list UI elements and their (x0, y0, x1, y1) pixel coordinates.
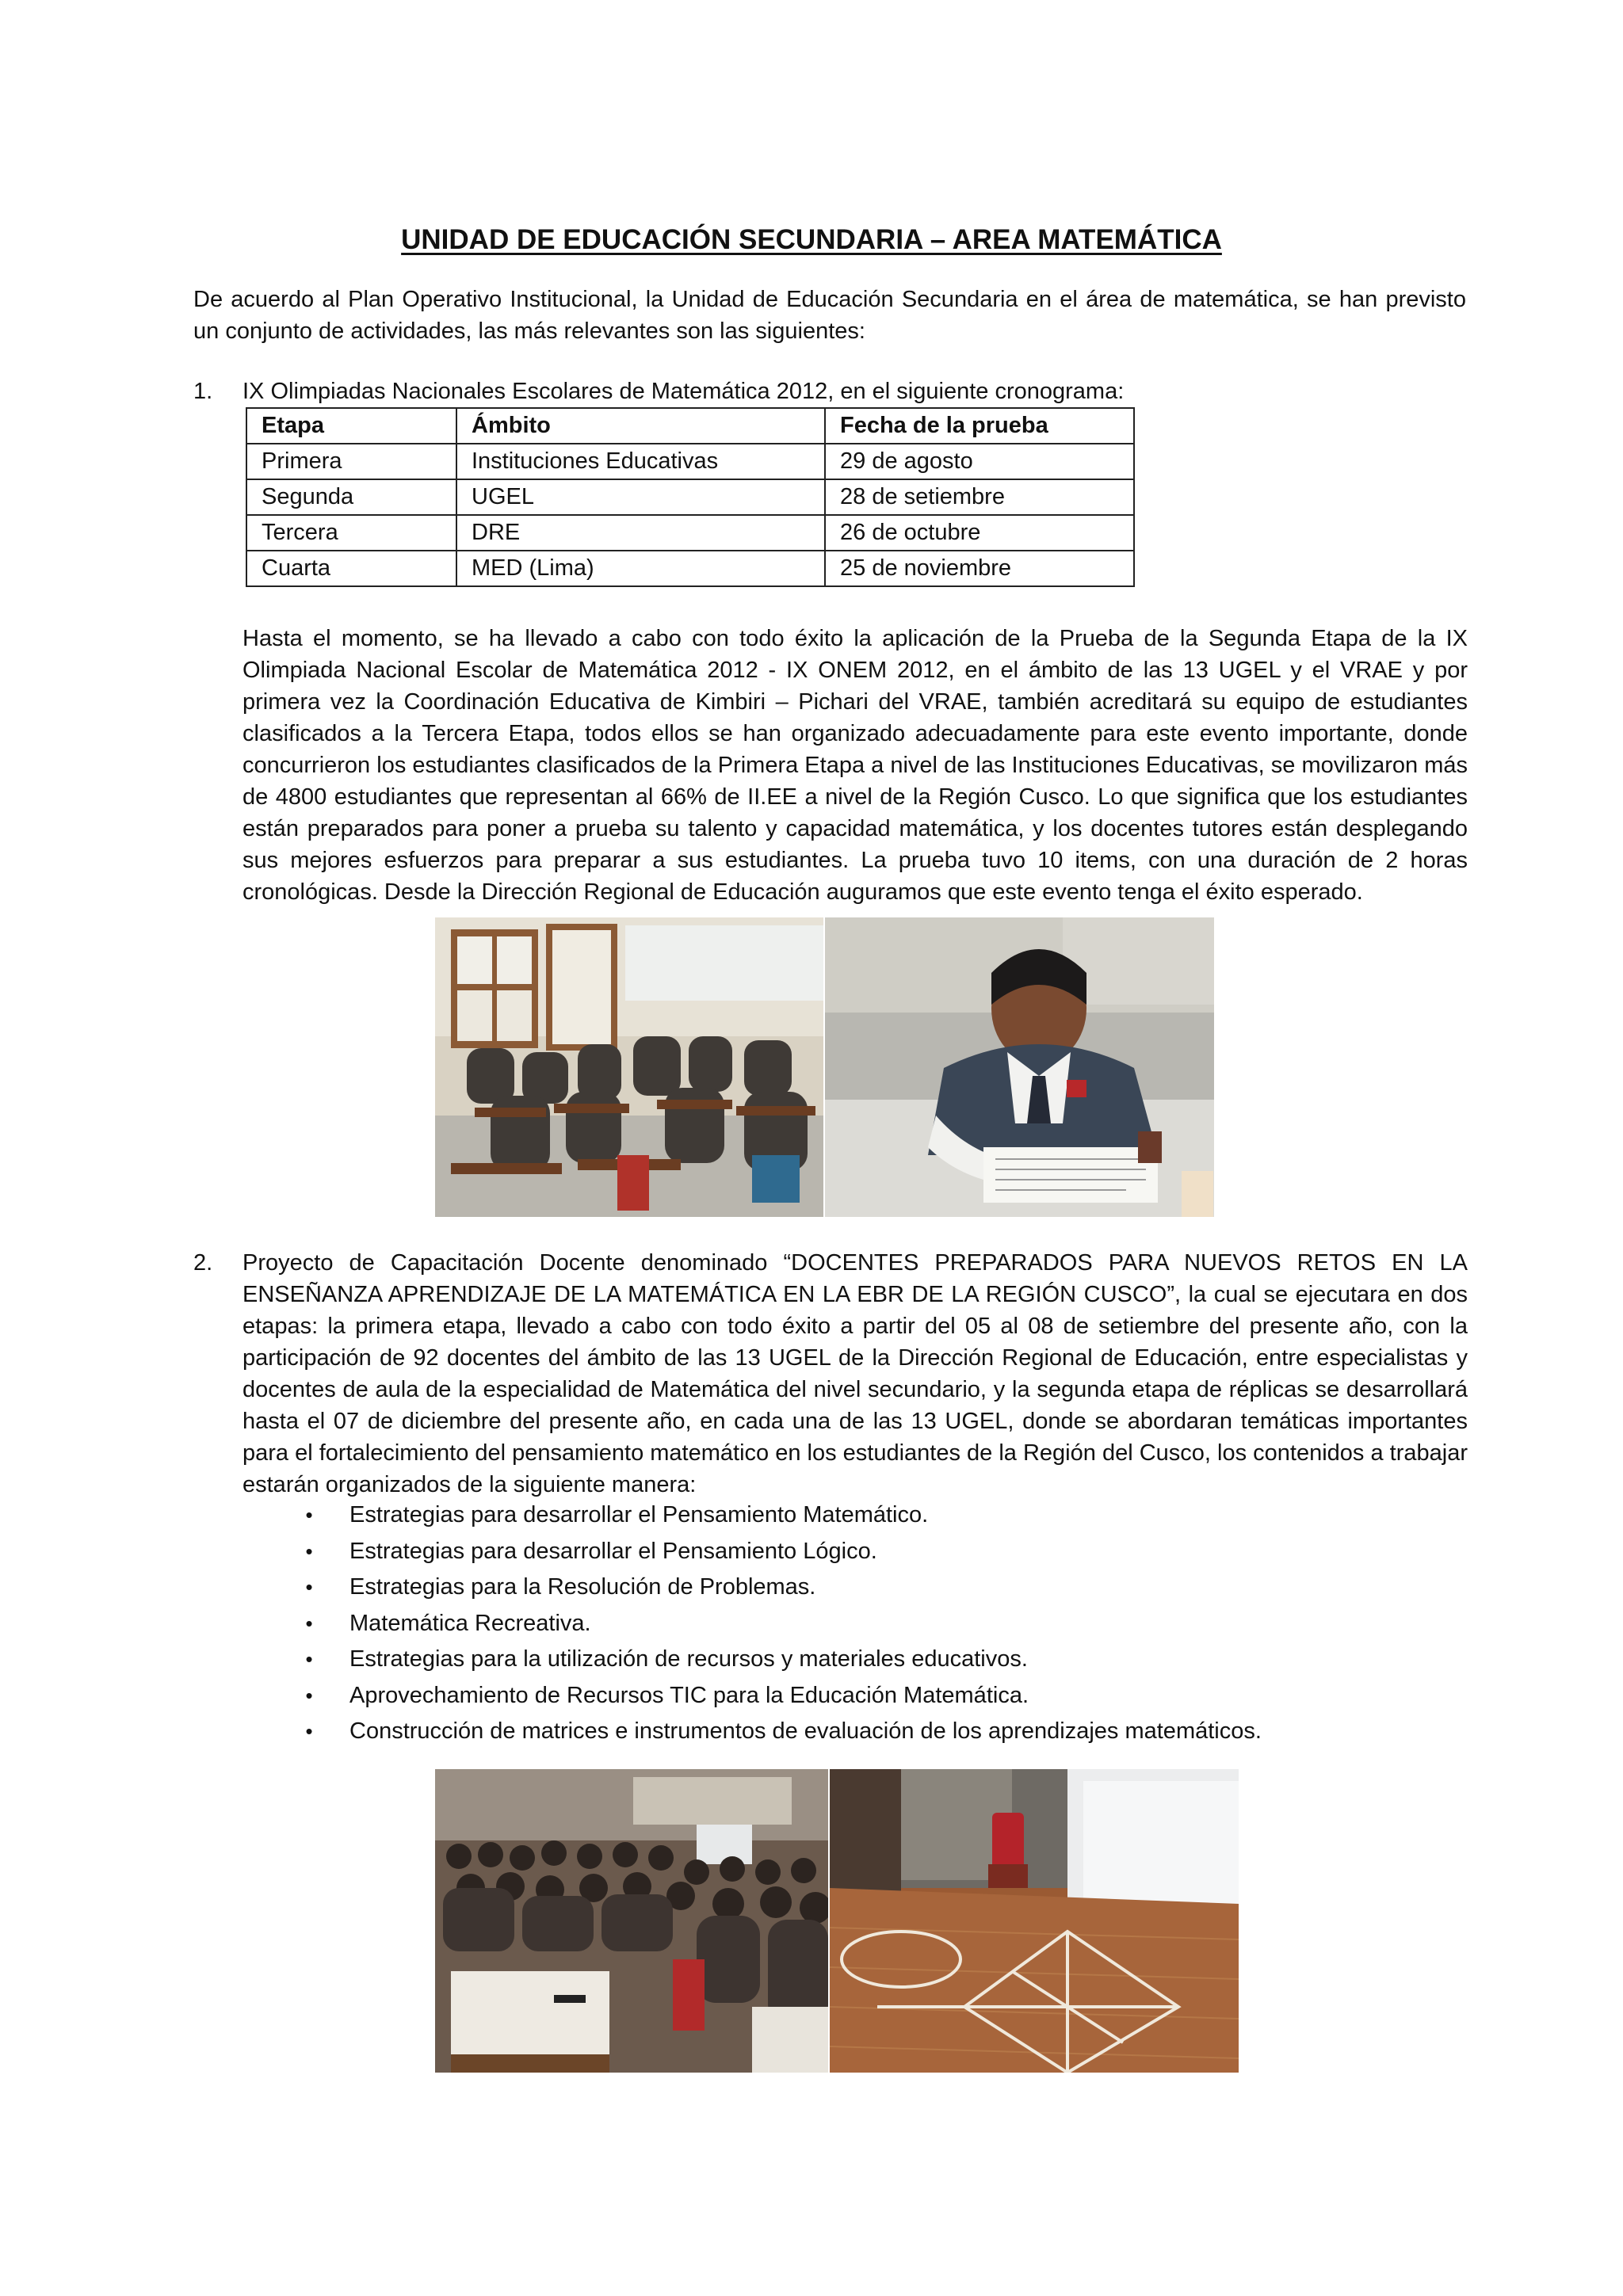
student-writing-photo (825, 917, 1214, 1217)
bullet-icon: • (305, 1539, 313, 1563)
item1-body-paragraph: Hasta el momento, se ha llevado a cabo con todo éxito la aplicación de la Prueba de la Segunda Etapa de la IX Olimpiada Nacional Escolar de Matemática 2012 - IX ONEM 2012, en el ámbito de las 13 UGEL y el VRAE y por primera vez la Coordinación Educativa de Kimbiri – Pichari del VRAE, también acreditará su equipo de estudiantes clasificados a la Tercera Etapa, todos ellos se han organizado adecuadamente para este evento importante, donde concurrieron los estudiantes clasificados de la Primera Etapa a nivel de las Instituciones Educativas, se movilizaron más de 4800 estudiantes que representan al 66% de II.EE a nivel de la Región Cusco. Lo que significa que los estudiantes están preparados para poner a prueba su talento y capacidad matemática, y los docentes tutores están desplegando sus mejores esfuerzos para preparar a sus estudiantes. La prueba tuvo 10 items, con una duración de 2 horas cronológicas. Desde la Dirección Regional de Educación auguramos que este evento tenga el éxito esperado. (242, 626, 1468, 905)
item2-body-paragraph (242, 1247, 1468, 1501)
list-item-text: Estrategias para desarrollar el Pensamiento Lógico. (349, 1538, 877, 1564)
table-cell: MED (Lima) (456, 551, 825, 586)
topics-list (297, 1497, 1262, 1750)
bullet-icon: • (305, 1719, 313, 1743)
list-item-text: Aprovechamiento de Recursos TIC para la Educación Matemática. (349, 1682, 1029, 1708)
table-cell: Segunda (246, 479, 456, 515)
stage-floor-photo (830, 1769, 1239, 2073)
intro-paragraph: De acuerdo al Plan Operativo Institucional, la Unidad de Educación Secundaria en el área de matemática, se han previsto un conjunto de actividades, las más relevantes son las siguientes: (193, 287, 1466, 344)
list-item (297, 1678, 1262, 1714)
table-header-cell: Etapa (246, 408, 456, 444)
list-item-text: Matemática Recreativa. (349, 1610, 591, 1636)
bullet-icon: • (305, 1611, 313, 1635)
bullet-icon: • (305, 1575, 313, 1599)
table-row (246, 515, 1134, 551)
table-cell: UGEL (456, 479, 825, 515)
list-item (297, 1642, 1262, 1678)
table-cell: Primera (246, 444, 456, 479)
list-item-text: Estrategias para la Resolución de Problemas. (349, 1574, 816, 1600)
table-cell: Tercera (246, 515, 456, 551)
table-cell: Instituciones Educativas (456, 444, 825, 479)
list-item (297, 1497, 1262, 1534)
list-item (297, 1606, 1262, 1642)
list-item-text: Estrategias para la utilización de recursos y materiales educativos. (349, 1646, 1028, 1672)
list-number-2: 2. (193, 1250, 213, 1276)
bullet-icon: • (305, 1683, 313, 1707)
bullet-icon: • (305, 1503, 313, 1527)
schedule-table (246, 407, 1135, 587)
bullet-icon: • (305, 1647, 313, 1671)
list-number-1: 1. (193, 379, 213, 404)
table-cell: DRE (456, 515, 825, 551)
table-cell: 29 de agosto (825, 444, 1134, 479)
list-item (297, 1534, 1262, 1570)
table-cell: Cuarta (246, 551, 456, 586)
list-item (297, 1714, 1262, 1750)
list-item (297, 1569, 1262, 1606)
table-cell: 25 de noviembre (825, 551, 1134, 586)
teacher-training-photo (435, 1769, 828, 2073)
table-row (246, 551, 1134, 586)
table-row (246, 444, 1134, 479)
item2-body-text: Proyecto de Capacitación Docente denominado “DOCENTES PREPARADOS PARA NUEVOS RETOS EN LA ENSEÑANZA APRENDIZAJE DE LA MATEMÁTICA EN LA EBR DE LA REGIÓN CUSCO”, la cual se ejecutara en dos etapas: la primera etapa, llevado a cabo con todo éxito a partir del 05 al 08 de setiembre del presente año, con la participación de 92 docentes del ámbito de las 13 UGEL de la Dirección Regional de Educación, entre especialistas y docentes de aula de la especialidad de Matemática del nivel secundario, y la segunda etapa de réplicas se desarrollará hasta el 07 de diciembre del presente año, en cada una de las 13 UGEL, donde se abordaran temáticas importantes para el fortalecimiento del pensamiento matemático en los estudiantes de la Región del Cusco, los contenidos a trabajar estarán organizados de la siguiente manera: (242, 1250, 1468, 1497)
table-header-row (246, 408, 1134, 444)
table-header-cell: Ámbito (456, 408, 825, 444)
table-header-cell: Fecha de la prueba (825, 408, 1134, 444)
list-item-text: Estrategias para desarrollar el Pensamiento Matemático. (349, 1502, 929, 1527)
table-cell: 26 de octubre (825, 515, 1134, 551)
item1-heading: IX Olimpiadas Nacionales Escolares de Matemática 2012, en el siguiente cronograma: (242, 379, 1125, 404)
table-row (246, 479, 1134, 515)
classroom-exam-photo (435, 917, 823, 1217)
table-cell: 28 de setiembre (825, 479, 1134, 515)
page-title: UNIDAD DE EDUCACIÓN SECUNDARIA – AREA MATEMÁTICA (401, 224, 1222, 255)
list-item-text: Construcción de matrices e instrumentos de evaluación de los aprendizajes matemáticos. (349, 1718, 1262, 1744)
